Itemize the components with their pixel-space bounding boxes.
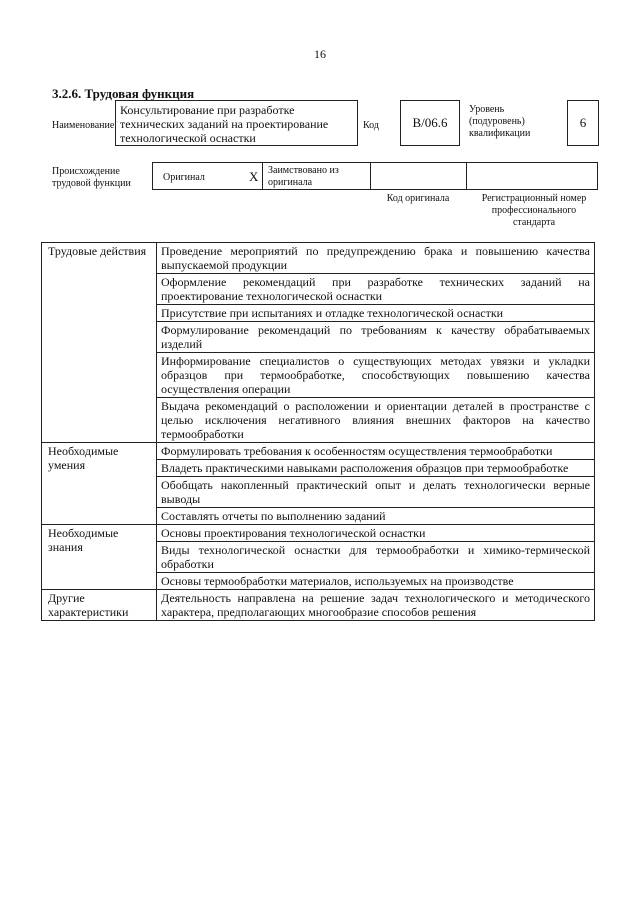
table-cell: Владеть практическими навыками расположения образцов при термообработке xyxy=(157,460,595,477)
table-cell: Выдача рекомендаций о расположении и ориентации деталей в пространстве с целью исключения негативного влияния внешних факторов на качество термообработки xyxy=(157,398,595,443)
original-label: Оригинал xyxy=(163,172,205,183)
origin-label: Происхождение трудовой функции xyxy=(52,166,131,189)
table-cell: Формулирование рекомендаций по требованиям к качеству обрабатываемых изделий xyxy=(157,322,595,353)
borrowed-label: Заимствовано из оригинала xyxy=(268,165,339,188)
function-name-box: Консультирование при разработке технических заданий на проектирование технологической оснастки xyxy=(115,100,358,146)
origin-original-cell xyxy=(153,163,263,189)
table-cell: Основы проектирования технологической оснастки xyxy=(157,525,595,542)
table-cell: Оформление рекомендаций при разработке технических заданий на проектирование технологической оснастки xyxy=(157,274,595,305)
table-cell: Присутствие при испытаниях и отладке технологической оснастки xyxy=(157,305,595,322)
section-title-cell: Необходимые знания xyxy=(42,525,157,590)
function-code-box: В/06.6 xyxy=(400,100,460,146)
level-label: Уровень (подуровень) квалификации xyxy=(469,104,531,139)
origin-code-cell xyxy=(371,163,467,189)
table-cell: Проведение мероприятий по предупреждению брака и повышению качества выпускаемой продукции xyxy=(157,243,595,274)
section-title-cell: Трудовые действия xyxy=(42,243,157,443)
section-title: 3.2.6. Трудовая функция xyxy=(52,86,195,101)
table-cell: Деятельность направлена на решение задач технологического и методического характера, предполагающих многообразие способов решения xyxy=(157,590,595,621)
level-value-box: 6 xyxy=(567,100,599,146)
original-code-caption: Код оригинала xyxy=(386,193,450,204)
section-title-cell: Необходимые умения xyxy=(42,443,157,525)
code-label: Код xyxy=(363,120,379,131)
function-details-table xyxy=(41,242,595,621)
table-row xyxy=(42,590,595,621)
original-mark: X xyxy=(249,169,259,184)
table-row xyxy=(42,243,595,274)
table-cell: Составлять отчеты по выполнению заданий xyxy=(157,508,595,525)
table-cell: Формулировать требования к особенностям осуществления термообработки xyxy=(157,443,595,460)
name-label: Наименование xyxy=(52,120,115,131)
page-number: 16 xyxy=(314,47,326,61)
table-row xyxy=(42,443,595,460)
table-cell: Информирование специалистов о существующих методах увязки и укладки образцов при термообработке, способствующих повышению качества осуществления операции xyxy=(157,353,595,398)
table-cell: Обобщать накопленный практический опыт и делать технологически верные выводы xyxy=(157,477,595,508)
table-row xyxy=(42,525,595,542)
origin-reg-cell xyxy=(467,163,597,189)
table-cell: Основы термообработки материалов, используемых на производстве xyxy=(157,573,595,590)
origin-row xyxy=(152,162,598,190)
origin-borrowed-cell xyxy=(263,163,371,189)
section-title-cell: Другие характеристики xyxy=(42,590,157,621)
table-cell: Виды технологической оснастки для термообработки и химико-термической обработки xyxy=(157,542,595,573)
reg-number-caption: Регистрационный номер профессионального стандарта xyxy=(481,193,587,228)
